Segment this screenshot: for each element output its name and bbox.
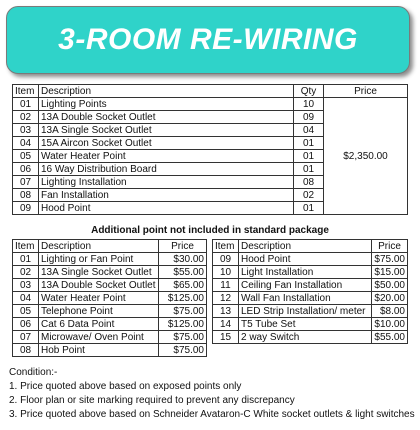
item-description: Fan Installation bbox=[39, 189, 294, 202]
item-number: 02 bbox=[13, 111, 39, 124]
item-price: $75.00 bbox=[372, 253, 408, 266]
item-number: 07 bbox=[13, 331, 39, 344]
item-price: $50.00 bbox=[372, 279, 408, 292]
item-number: 04 bbox=[13, 137, 39, 150]
item-price: $20.00 bbox=[372, 292, 408, 305]
table-row bbox=[213, 279, 408, 292]
item-qty: 10 bbox=[294, 98, 324, 111]
header-item: Item bbox=[213, 240, 239, 253]
item-qty: 09 bbox=[294, 111, 324, 124]
item-number: 14 bbox=[213, 318, 239, 331]
item-description: 16 Way Distribution Board bbox=[39, 163, 294, 176]
package-header-row bbox=[13, 85, 408, 98]
condition-item: 3. Price quoted above based on Schneider Avataron-C White socket outlets & light switches bbox=[9, 409, 415, 420]
table-row bbox=[13, 292, 207, 305]
table-row bbox=[213, 292, 408, 305]
item-description: Light Installation bbox=[239, 266, 372, 279]
table-row bbox=[13, 253, 207, 266]
item-price: $15.00 bbox=[372, 266, 408, 279]
table-row bbox=[13, 279, 207, 292]
item-description: 13A Double Socket Outlet bbox=[39, 279, 159, 292]
item-price: $75.00 bbox=[159, 331, 207, 344]
title-banner bbox=[6, 6, 410, 74]
item-number: 15 bbox=[213, 331, 239, 344]
item-description: Water Heater Point bbox=[39, 150, 294, 163]
header-price: Price bbox=[324, 85, 408, 98]
header-description: Description bbox=[39, 85, 294, 98]
table-row bbox=[213, 318, 408, 331]
conditions-heading: Condition:- bbox=[9, 367, 58, 378]
table-row bbox=[13, 98, 408, 111]
item-number: 10 bbox=[213, 266, 239, 279]
item-qty: 08 bbox=[294, 176, 324, 189]
item-number: 02 bbox=[13, 266, 39, 279]
header-description: Description bbox=[39, 240, 159, 253]
table-row bbox=[13, 266, 207, 279]
item-description: T5 Tube Set bbox=[239, 318, 372, 331]
item-price: $65.00 bbox=[159, 279, 207, 292]
additional-table-right bbox=[212, 239, 408, 344]
item-description: 13A Single Socket Outlet bbox=[39, 124, 294, 137]
item-number: 08 bbox=[13, 189, 39, 202]
header-description: Description bbox=[239, 240, 372, 253]
item-price: $125.00 bbox=[159, 318, 207, 331]
item-description: 15A Aircon Socket Outlet bbox=[39, 137, 294, 150]
item-number: 07 bbox=[13, 176, 39, 189]
item-description: LED Strip Installation/ meter bbox=[239, 305, 372, 318]
table-row bbox=[13, 305, 207, 318]
table-row bbox=[213, 253, 408, 266]
item-number: 13 bbox=[213, 305, 239, 318]
item-description: Lighting Points bbox=[39, 98, 294, 111]
package-price: $2,350.00 bbox=[324, 98, 408, 215]
item-number: 06 bbox=[13, 318, 39, 331]
item-qty: 01 bbox=[294, 150, 324, 163]
item-description: Wall Fan Installation bbox=[239, 292, 372, 305]
item-qty: 02 bbox=[294, 189, 324, 202]
item-qty: 04 bbox=[294, 124, 324, 137]
item-description: Hood Point bbox=[239, 253, 372, 266]
item-number: 11 bbox=[213, 279, 239, 292]
table-row bbox=[13, 318, 207, 331]
item-number: 09 bbox=[13, 202, 39, 215]
item-price: $75.00 bbox=[159, 305, 207, 318]
item-price: $125.00 bbox=[159, 292, 207, 305]
additional-header-row bbox=[13, 240, 207, 253]
item-description: 13A Single Socket Outlet bbox=[39, 266, 159, 279]
table-row bbox=[213, 305, 408, 318]
item-description: Water Heater Point bbox=[39, 292, 159, 305]
item-number: 03 bbox=[13, 279, 39, 292]
item-description: Microwave/ Oven Point bbox=[39, 331, 159, 344]
header-price: Price bbox=[372, 240, 408, 253]
item-number: 01 bbox=[13, 253, 39, 266]
header-item: Item bbox=[13, 85, 39, 98]
item-description: Lighting or Fan Point bbox=[39, 253, 159, 266]
additional-table-left bbox=[12, 239, 207, 357]
item-number: 04 bbox=[13, 292, 39, 305]
item-description: 2 way Switch bbox=[239, 331, 372, 344]
item-qty: 01 bbox=[294, 163, 324, 176]
item-number: 09 bbox=[213, 253, 239, 266]
item-description: Hob Point bbox=[39, 344, 159, 357]
page-title: 3-ROOM RE-WIRING bbox=[58, 23, 358, 56]
table-row bbox=[13, 344, 207, 357]
condition-item: 1. Price quoted above based on exposed points only bbox=[9, 381, 242, 392]
item-qty: 01 bbox=[294, 202, 324, 215]
item-qty: 01 bbox=[294, 137, 324, 150]
additional-header-row bbox=[213, 240, 408, 253]
condition-item: 2. Floor plan or site marking required to prevent any discrepancy bbox=[9, 395, 295, 406]
item-number: 08 bbox=[13, 344, 39, 357]
additional-heading: Additional point not included in standard package bbox=[91, 225, 329, 236]
table-row bbox=[13, 331, 207, 344]
header-qty: Qty bbox=[294, 85, 324, 98]
item-description: Telephone Point bbox=[39, 305, 159, 318]
item-price: $8.00 bbox=[372, 305, 408, 318]
item-price: $55.00 bbox=[372, 331, 408, 344]
item-description: 13A Double Socket Outlet bbox=[39, 111, 294, 124]
item-description: Cat 6 Data Point bbox=[39, 318, 159, 331]
header-price: Price bbox=[159, 240, 207, 253]
item-description: Ceiling Fan Installation bbox=[239, 279, 372, 292]
table-row bbox=[213, 331, 408, 344]
item-price: $10.00 bbox=[372, 318, 408, 331]
item-number: 05 bbox=[13, 305, 39, 318]
package-table bbox=[12, 84, 408, 215]
header-item: Item bbox=[13, 240, 39, 253]
item-price: $55.00 bbox=[159, 266, 207, 279]
item-price: $75.00 bbox=[159, 344, 207, 357]
item-number: 06 bbox=[13, 163, 39, 176]
item-price: $30.00 bbox=[159, 253, 207, 266]
item-description: Lighting Installation bbox=[39, 176, 294, 189]
table-row bbox=[213, 266, 408, 279]
item-description: Hood Point bbox=[39, 202, 294, 215]
conditions bbox=[9, 366, 415, 422]
item-number: 03 bbox=[13, 124, 39, 137]
item-number: 01 bbox=[13, 98, 39, 111]
item-number: 05 bbox=[13, 150, 39, 163]
item-number: 12 bbox=[213, 292, 239, 305]
